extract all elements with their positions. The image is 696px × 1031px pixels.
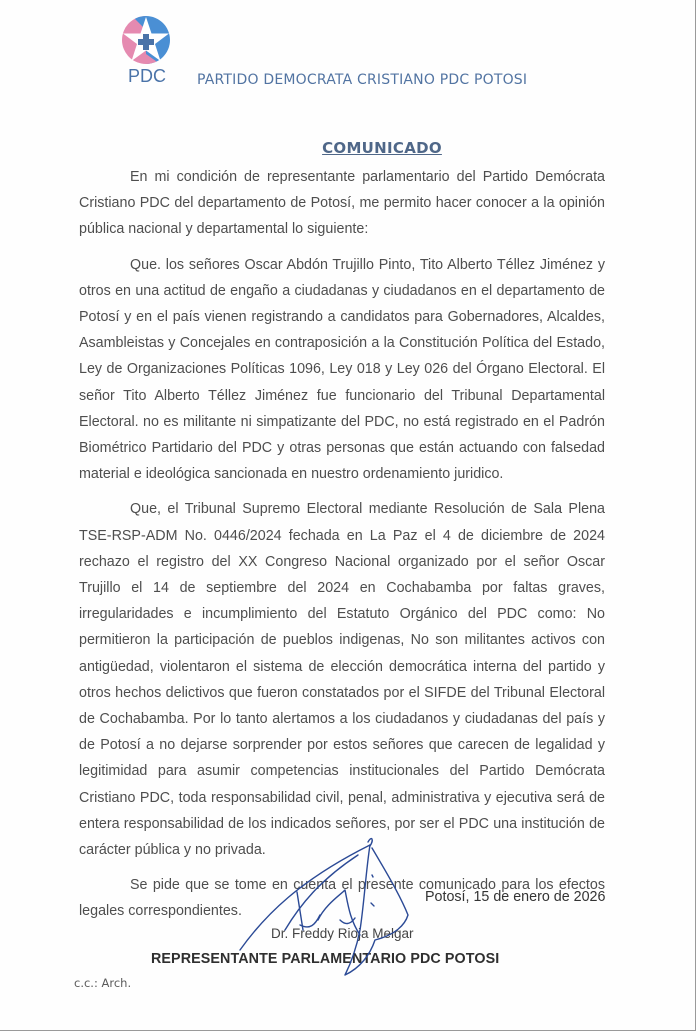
signer-name: Dr. Freddy Rioja Melgar [271, 926, 414, 941]
signer-position: REPRESENTANTE PARLAMENTARIO PDC POTOSI [151, 951, 500, 967]
paragraph-first-que: Que. los señores Oscar Abdón Trujillo Pinto, Tito Alberto Téllez Jiménez y otros en una actitud de engaño a ciudadanas y ciudadanos en el departamento de Potosí y en el país vienen registrando a candidatos para Gobernadores, Alcaldes, Asambleistas y Concejales en contraposición a la Constitución Política del Estado, Ley de Organizaciones Políticas 1096, Ley 018 y Ley 026 del Órgano Electoral. El señor Tito Alberto Téllez Jiménez fue funcionario del Tribunal Departamental Electoral. no es militante ni simpatizante del PDC, no está registrado en el Padrón Biométrico Partidario del PDC y otras personas que están actuando con falsedad material e ideológica sancionada en nuestro ordenamiento juridico. [79, 256, 605, 483]
star-cross-logo-icon [118, 14, 174, 70]
carbon-copy-note: c.c.: Arch. [74, 976, 132, 990]
pdc-logo [118, 14, 174, 86]
paragraph-closing: Se pide que se tome en cuenta el presente comunicado para los efectos legales correspondientes. [79, 877, 605, 920]
paragraph-second-que: Que, el Tribunal Supremo Electoral mediante Resolución de Sala Plena TSE-RSP-ADM No. 0446/2024 fechada en La Paz el 4 de diciembre de 2024 rechazo el registro del XX Congreso Nacional organizado por el señor Oscar Trujillo el 14 de septiembre del 2024 en Cochabamba por faltas graves, irregularidades e incumplimiento del Estatuto Orgánico del PDC como: No permitieron la participación de pueblos indigenas, No son militantes activos con antigüedad, violentaron el sistema de elección democrática interna del partido y otros hechos delictivos que fueron constatados por el SIFDE del Tribunal Electoral de Cochabamba. Por lo tanto alertamos a los ciudadanos y ciudadanas del país y de Potosí a no dejarse sorprender por estos señores que carecen de legalidad y legitimidad para asumir competencias institucionales del Partido Demócrata Cristiano PDC, toda responsabilidad civil, penal, administrativa y ejecutiva será de entera responsabilidad de los indicados señores, por ser el PDC una institución de carácter pública y no privada. [79, 501, 605, 859]
date-line: Potosí, 15 de enero de 2026 [425, 889, 606, 905]
logo-text: PDC [127, 66, 166, 86]
document-title: COMUNICADO [322, 139, 442, 157]
document-body [79, 164, 605, 934]
party-name-heading: PARTIDO DEMOCRATA CRISTIANO PDC POTOSI [197, 72, 528, 88]
paragraph-intro: En mi condición de representante parlamentario del Partido Demócrata Cristiano PDC del departamento de Potosí, me permito hacer conocer a la opinión pública nacional y departamental lo siguiente: [79, 169, 605, 238]
